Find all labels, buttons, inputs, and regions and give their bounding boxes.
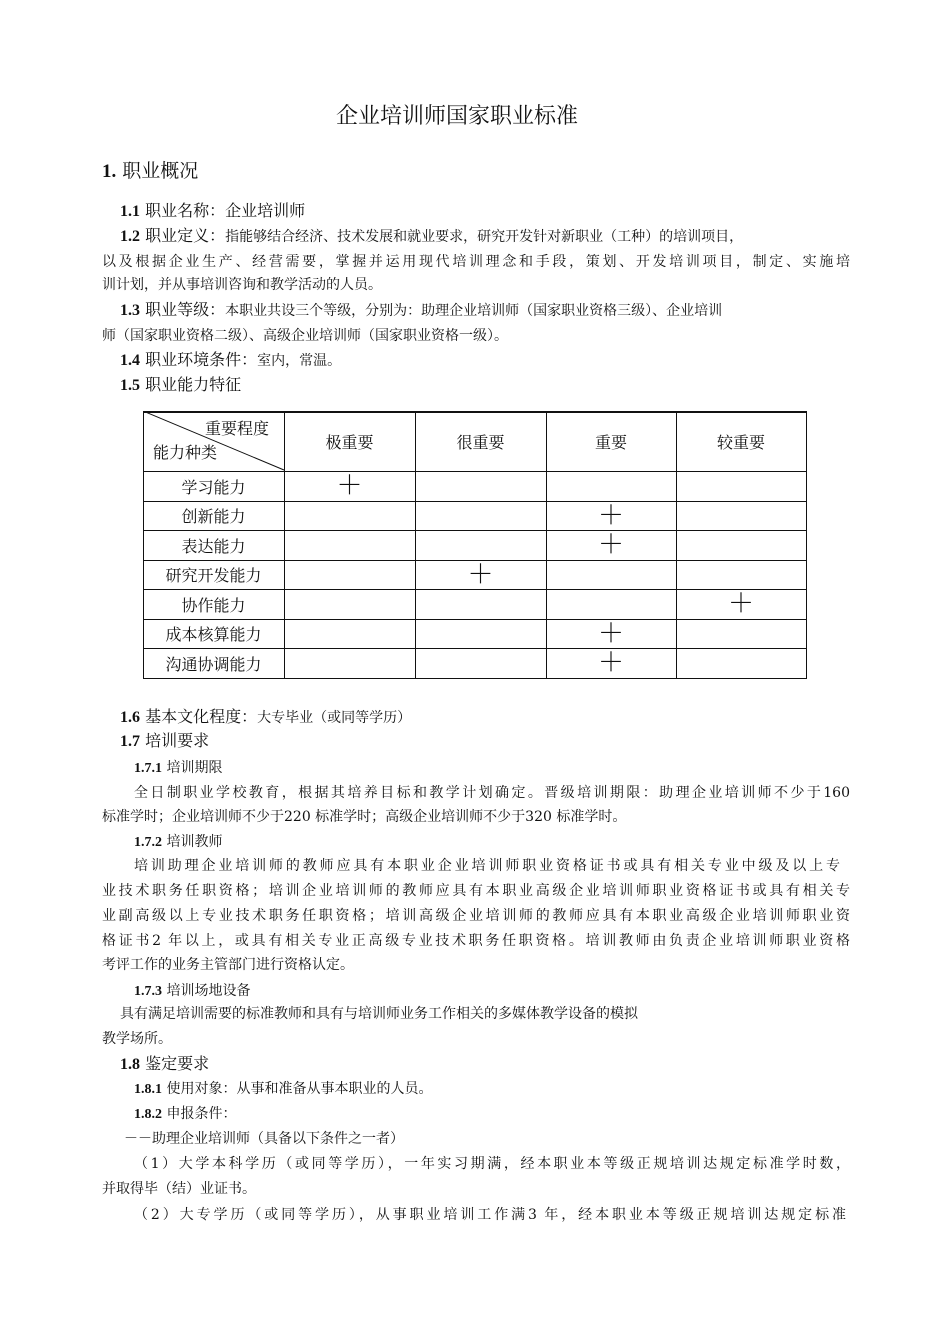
item-number: 1.5 bbox=[120, 377, 140, 394]
item-label: 鉴定要求 bbox=[145, 1054, 210, 1073]
item-1-8-2-sub: －－助理企业培训师（具备以下条件之一者） bbox=[124, 1131, 404, 1147]
item-number: 1.2 bbox=[120, 228, 140, 245]
item-number: 1.6 bbox=[120, 709, 140, 726]
item-1-1 bbox=[120, 203, 305, 220]
item-number: 1.8 bbox=[120, 1056, 140, 1073]
item-text: 企业培训师 bbox=[225, 201, 306, 220]
item-text: 指能够结合经济、技术发展和就业要求，研究开发针对新职业（工种）的培训项目， bbox=[225, 229, 744, 245]
item-text: 室内，常温。 bbox=[257, 353, 342, 369]
item-number: 1.7.2 bbox=[134, 835, 162, 850]
table-row-label: 创新能力 bbox=[181, 507, 246, 526]
table-mark-plus: ＋ bbox=[597, 618, 624, 649]
table-vline bbox=[806, 411, 807, 679]
section-number: 1. bbox=[102, 161, 117, 182]
item-number: 1.7.3 bbox=[134, 984, 162, 999]
item-1-7-2 bbox=[134, 835, 222, 850]
item-number: 1.4 bbox=[120, 352, 140, 369]
table-mark-plus: ＋ bbox=[597, 500, 624, 531]
item-text: 申报条件： bbox=[166, 1106, 237, 1122]
item-label: 培训教师 bbox=[166, 834, 223, 850]
item-number: 1.1 bbox=[120, 203, 140, 220]
table-row-label: 表达能力 bbox=[181, 536, 246, 556]
table-mark-plus: ＋ bbox=[336, 471, 363, 501]
table-row-label: 学习能力 bbox=[181, 477, 246, 497]
item-1-2-line2: 以及根据企业生产、经营需要，掌握并运用现代培训理念和手段，策划、开发培训项目，制定、实施培 bbox=[102, 254, 850, 270]
table-column-header: 很重要 bbox=[456, 432, 505, 452]
section-1-heading bbox=[102, 162, 198, 181]
item-1-8-1 bbox=[134, 1082, 432, 1097]
table-column-header: 重要 bbox=[594, 432, 627, 452]
item-label: 职业环境条件： bbox=[145, 350, 258, 369]
item-1-7-1-line2: 标准学时；企业培训师不少于220 标准学时；高级企业培训师不少于320 标准学时。 bbox=[102, 809, 627, 825]
item-number: 1.7 bbox=[120, 733, 140, 750]
item-text: 本职业共设三个等级，分别为：助理企业培训师（国家职业资格三级）、企业培训 bbox=[225, 303, 723, 319]
item-label: 基本文化程度： bbox=[145, 707, 258, 726]
item-1-3-line2: 师（国家职业资格二级）、高级企业培训师（国家职业资格一级）。 bbox=[102, 328, 508, 344]
corner-header-top: 重要程度 bbox=[205, 419, 270, 438]
ability-table bbox=[143, 411, 807, 679]
item-label: 职业名称： bbox=[145, 201, 226, 220]
condition-2-line1: （2）大专学历（或同等学历），从事职业培训工作满3 年，经本职业本等级正规培训达规定标准 bbox=[134, 1207, 846, 1223]
item-1-5 bbox=[120, 377, 241, 394]
item-number: 1.7.1 bbox=[134, 761, 162, 776]
item-1-2-line3: 训计划，并从事培训咨询和教学活动的人员。 bbox=[102, 277, 382, 293]
corner-header-bottom: 能力种类 bbox=[153, 443, 218, 462]
item-1-7-2-line3: 业副高级以上专业技术职务任职资格；培训高级企业培训师的教师应具有本职业高级企业培训师职业资 bbox=[102, 908, 850, 924]
item-1-7-1 bbox=[134, 761, 222, 776]
item-1-7-3 bbox=[134, 984, 250, 999]
item-number: 1.8.2 bbox=[134, 1107, 162, 1122]
item-number: 1.8.1 bbox=[134, 1082, 162, 1097]
item-1-7 bbox=[120, 733, 209, 750]
table-row-label: 沟通协调能力 bbox=[165, 654, 262, 674]
item-1-6 bbox=[120, 709, 411, 726]
item-1-4 bbox=[120, 352, 341, 369]
item-1-7-2-line1: 培训助理企业培训师的教师应具有本职业企业培训师职业资格证书或具有相关专业中级及以上专 bbox=[134, 858, 840, 874]
table-row-label: 研究开发能力 bbox=[165, 566, 262, 585]
item-label: 职业定义： bbox=[145, 226, 226, 245]
item-label: 职业等级： bbox=[145, 300, 226, 319]
item-1-7-2-line4: 格证书2 年以上，或具有相关专业正高级专业技术职务任职资格。培训教师由负责企业培训师职业资格 bbox=[102, 933, 850, 949]
item-label: 职业能力特征 bbox=[145, 375, 242, 394]
section-label: 职业概况 bbox=[122, 160, 199, 182]
table-column-header: 极重要 bbox=[325, 432, 374, 452]
item-1-2 bbox=[120, 228, 743, 245]
item-label: 培训期限 bbox=[166, 760, 223, 776]
table-row-label: 成本核算能力 bbox=[165, 625, 262, 644]
item-1-7-3-line2: 教学场所。 bbox=[102, 1031, 172, 1047]
table-mark-plus: ＋ bbox=[597, 530, 624, 560]
item-1-7-3-line1: 具有满足培训需要的标准教师和具有与培训师业务工作相关的多媒体教学设备的模拟 bbox=[120, 1006, 638, 1022]
item-text: 大专毕业（或同等学历） bbox=[257, 710, 412, 726]
table-mark-plus: ＋ bbox=[727, 589, 754, 619]
item-label: 培训场地设备 bbox=[166, 983, 251, 999]
item-1-3 bbox=[120, 302, 722, 319]
page-title: 企业培训师国家职业标准 bbox=[336, 104, 579, 129]
table-hline bbox=[143, 678, 807, 679]
condition-1-line1: （1）大学本科学历（或同等学历），一年实习期满，经本职业本等级正规培训达规定标准学时数， bbox=[134, 1156, 850, 1172]
table-mark-plus: ＋ bbox=[597, 648, 624, 678]
item-number: 1.3 bbox=[120, 302, 140, 319]
table-row-label: 协作能力 bbox=[181, 595, 246, 615]
item-text: 使用对象：从事和准备从事本职业的人员。 bbox=[166, 1081, 433, 1097]
item-label: 培训要求 bbox=[145, 731, 210, 750]
item-1-7-2-line2: 业技术职务任职资格；培训企业培训师的教师应具有本职业高级企业培训师职业资格证书或具有相关专 bbox=[102, 883, 850, 899]
item-1-7-1-line1: 全日制职业学校教育，根据其培养目标和教学计划确定。晋级培训期限：助理企业培训师不少于160 bbox=[134, 785, 850, 801]
table-mark-plus: ＋ bbox=[467, 559, 494, 590]
item-1-7-2-line5: 考评工作的业务主管部门进行资格认定。 bbox=[102, 957, 354, 973]
table-column-header: 较重要 bbox=[716, 432, 765, 452]
item-1-8 bbox=[120, 1056, 209, 1073]
item-1-8-2 bbox=[134, 1107, 236, 1122]
condition-1-line2: 并取得毕（结）业证书。 bbox=[102, 1181, 256, 1197]
